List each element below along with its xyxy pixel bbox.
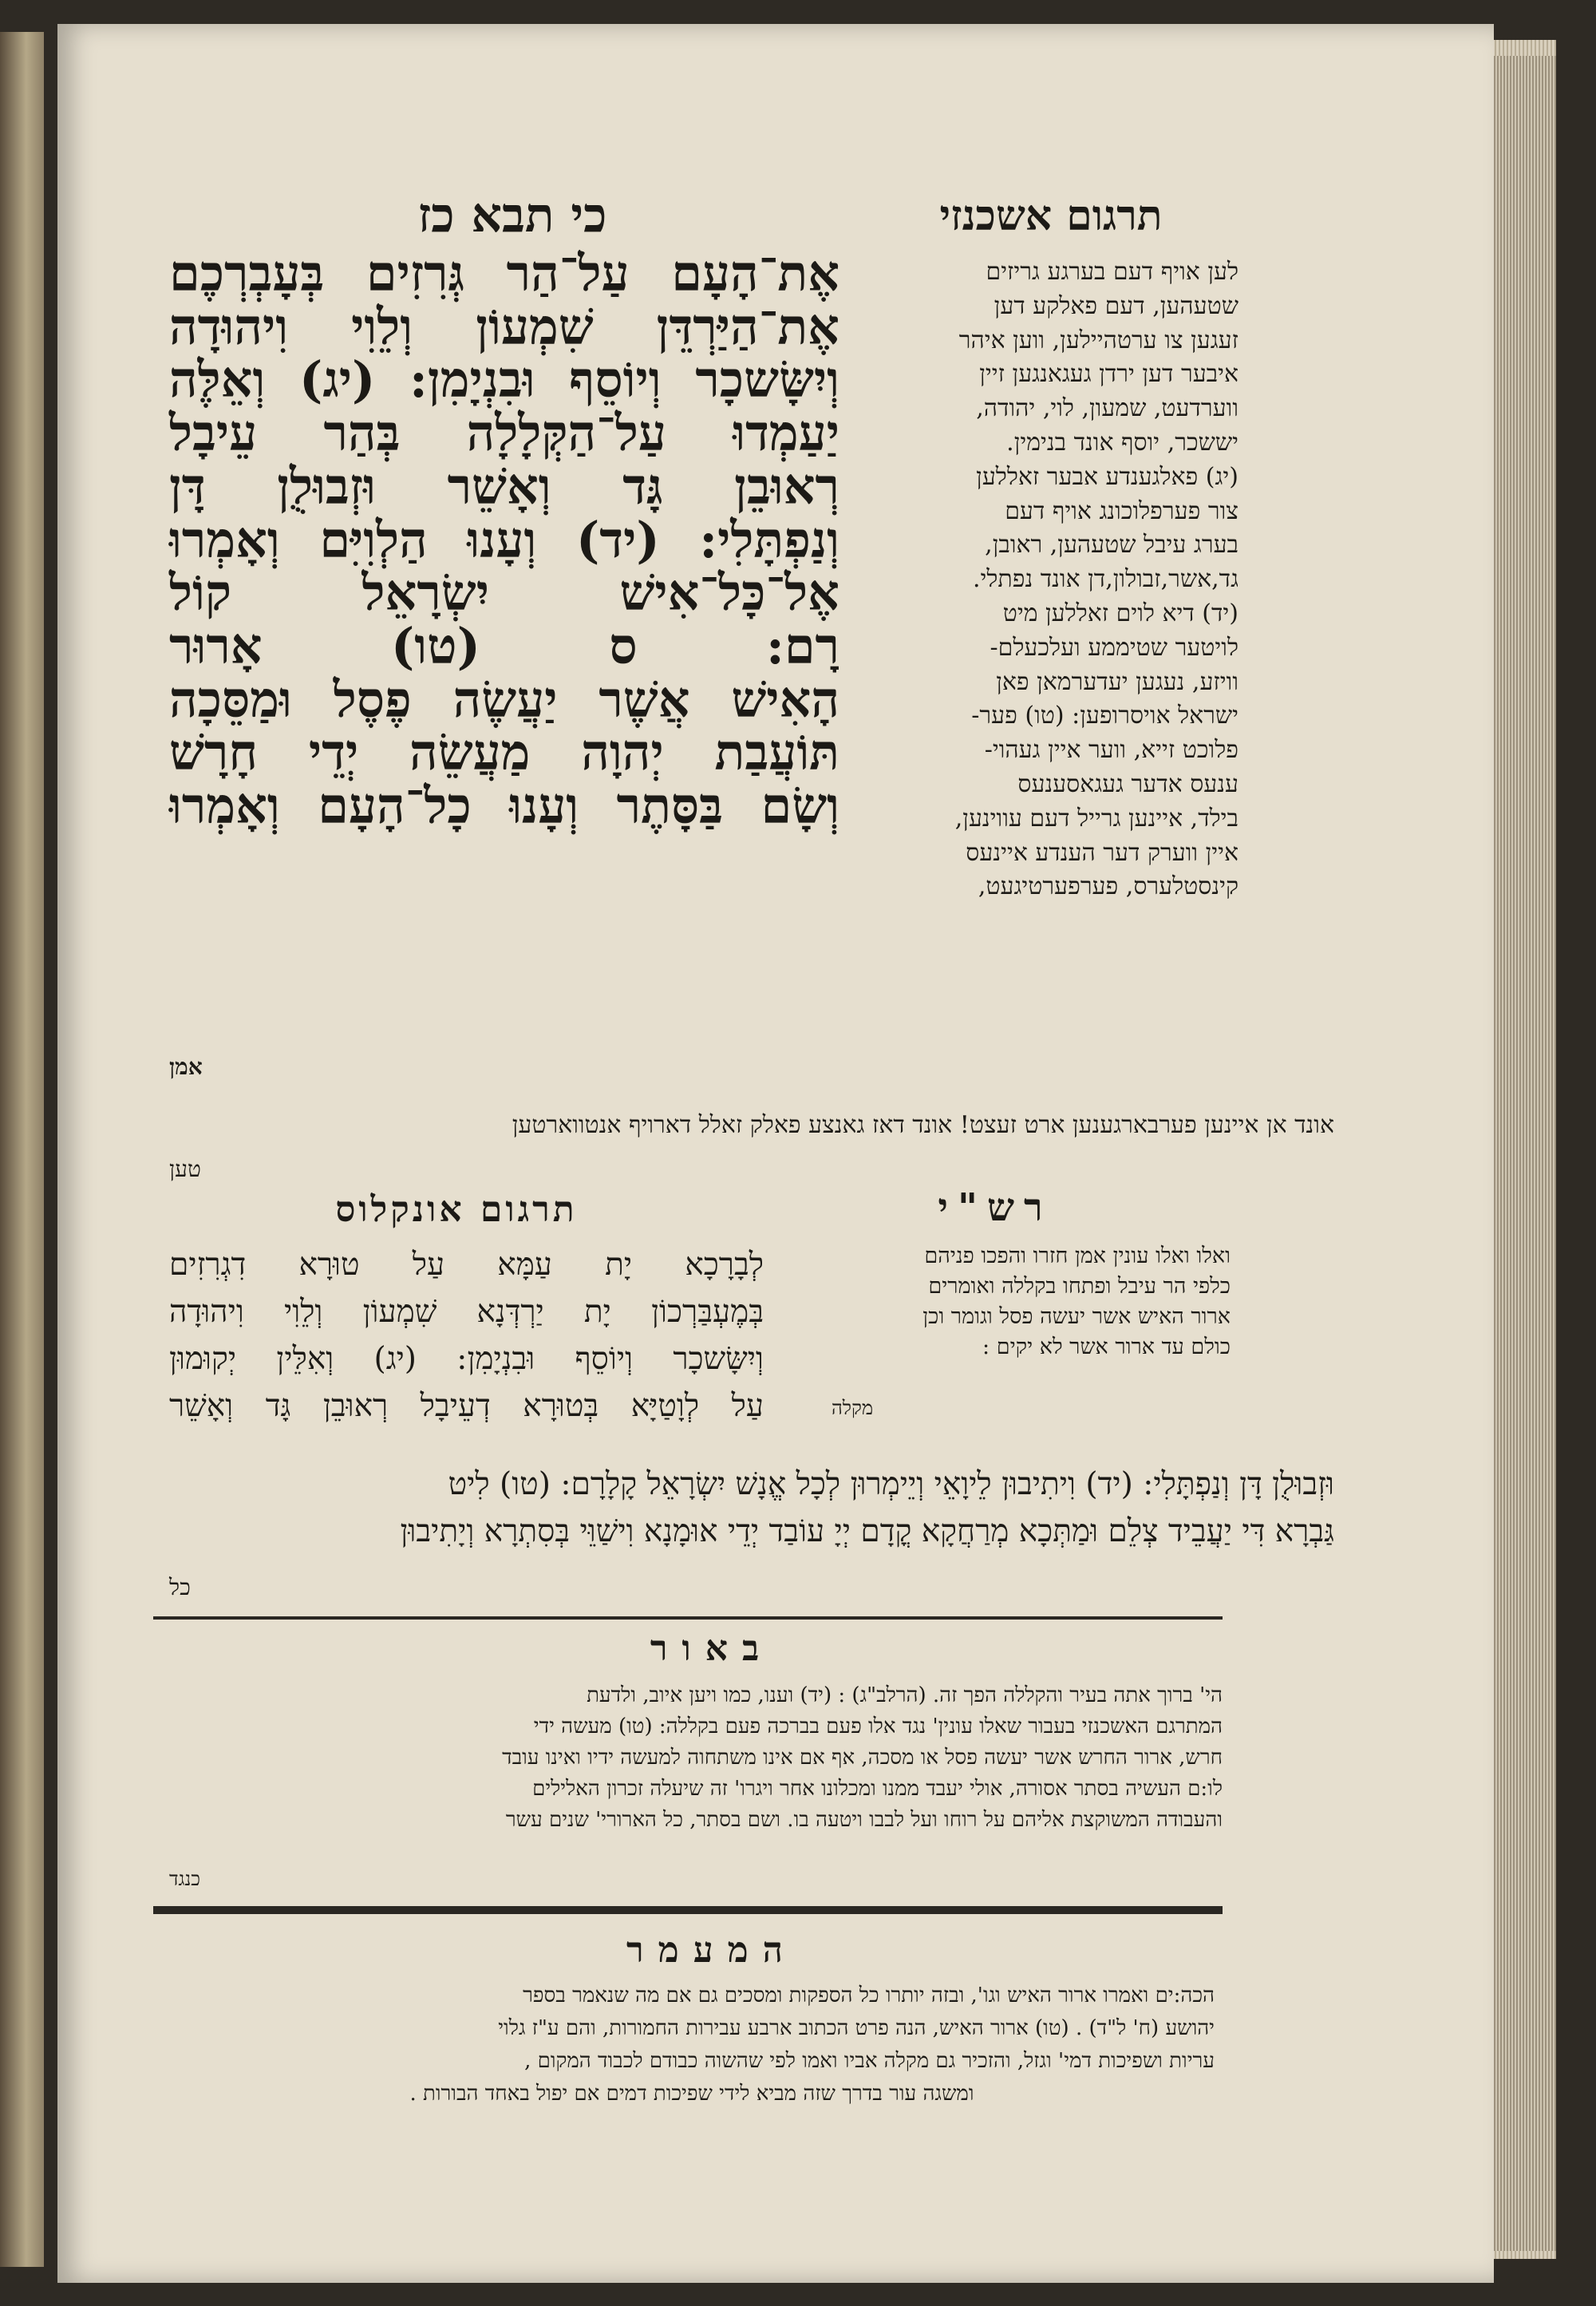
- hebrew-line: הָאִישׁ אֲשֶׁר יַעֲשֶׂה פֶסֶל וּמַסֵּכָה: [169, 670, 839, 729]
- ashkenazi-catchword: טען: [169, 1156, 201, 1182]
- biur-line: חרש, ארור החרש אשר יעשה פסל או מסכה, אף אם אינו משתחוה למעשה ידיו ואינו עובד: [502, 1746, 1223, 1770]
- measef-line: ומשגה עור בדרך שזה מביא לידי שפיכות דמים אם יפול באחד הבורות .: [409, 2082, 974, 2106]
- measef-line: עריות ושפיכות דמי' וגזל, והזכיר גם מקלה אביו ואמו לפי שהשוה כבודם לכבוד המקום ,: [524, 2049, 1215, 2073]
- rashi-line: כלפי הר עיבל ופתחו בקללה ואומרים: [928, 1274, 1231, 1299]
- biur-catchword: כנגד: [169, 1868, 200, 1890]
- parsha-header: כי תבא כז: [417, 188, 607, 243]
- onkelos-line: לְבָרָכָא יָת עַמָּא עַל טוּרָא דִגְרִזִים: [169, 1247, 764, 1283]
- hebrew-line: תּוֹעֲבַת יְהוָה מַעֲשֵׂה יְדֵי חָרָשׁ: [169, 723, 839, 782]
- onkelos-catchword: כל: [169, 1574, 191, 1600]
- hebrew-line: יַעַמְדוּ עַל־הַקְּלָלָה בְּהַר עֵיבָל: [169, 404, 839, 463]
- onkelos-line: וְיִשָּׂשכָר וְיוֹסֵף וּבִנְיָמִן: (יג) וְאִלֵּין יְקוּמוּן: [169, 1341, 764, 1377]
- ashkenazi-line: ענעס אדער געגאסענעס: [1017, 769, 1238, 798]
- ashkenazi-line: גד,אשר,זבולון,דן אונד נפתלי.: [973, 565, 1238, 594]
- ashkenazi-line: לען אויף דעם בערגע גריזים: [986, 258, 1238, 286]
- onkelos-line: בְּמֶעְבַּרְכוֹן יָת יַרְדְּנָא שִׁמְעוֹן וְלֵוִי וִיהוּדָה: [169, 1294, 764, 1330]
- onkelos-full-line: גַּבְרָא דִּי יַעֲבֵיד צְלֵם וּמַתְּכָא מְרַחֲקָא קֳדָם יְיָ עוֹבַד יְדֵי אוּמָנָא וִישַׁוֵּי בְּסִתְרָא וְיָתִיבוּן: [400, 1513, 1334, 1549]
- amen-catchword: אמן: [169, 1054, 203, 1080]
- biur-line: לו:ם העשיה בסתר אסורה, אולי יעבד ממנו ומכלונו אחר ויגרו' זה שיעלה זכרון האלילים: [532, 1777, 1223, 1801]
- targum-ashkenazi-header: תרגום אשכנזי: [939, 192, 1163, 240]
- measef-line: יהושע (ח' ל"ד) . (טו) ארור האיש, הנה פרט הכתוב ארבע עבירות החמורות, והם ע"ז גלוי: [498, 2016, 1215, 2040]
- onkelos-full-line: וּזְבוּלֻן דָּן וְנַפְתָּלִי: (יד) וִיתִיבוּן לֵיוָאֵי וְיֵימְרוּן לְכָל אֱנָשׁ יִשְׂרָאֵל קָלָרָם: (טו) לִיט: [448, 1466, 1334, 1502]
- hameasef-header: המעמר: [626, 1930, 797, 1971]
- onkelos-line: עַל לְוָטַיָּא בְּטוּרָא דְעֵיבָל רְאוּבֵן גָּד וְאָשֵׁר: [169, 1388, 764, 1424]
- ashkenazi-line: פלוכט זייא, ווער איין געהוי-: [984, 736, 1238, 765]
- ashkenazi-line: שטעהען, דעם פאלקע דען: [994, 291, 1238, 320]
- onkelos-full-width: [169, 1461, 1334, 1555]
- hebrew-line: וְנַפְתָּלִי: (יד) וְעָנוּ הַלְוִיִּם וְאָמְרוּ: [169, 510, 839, 569]
- book-page: [57, 24, 1494, 2283]
- ashkenazi-line: בערג עיבל שטעהען, ראובן,: [985, 531, 1238, 560]
- onkelos-column: [169, 1241, 764, 1430]
- ashkenazi-line: בילד, איינען גרייל דעם עווינען,: [954, 804, 1238, 833]
- hebrew-line: רְאוּבֵן גָּד וְאָשֵׁר וּזְבוּלֻן דָּן: [169, 457, 839, 516]
- hebrew-line: אֶת־הַיַּרְדֵּן שִׁמְעוֹן וְלֵוִי וִיהוּדָה: [169, 297, 839, 356]
- rashi-line: כולם עד ארור אשר לא יקים :: [982, 1335, 1231, 1359]
- ashkenazi-line: צור פערפלוכונג אויף דעם: [1005, 496, 1238, 525]
- ashkenazi-line: ווערדעט, שמעון, לוי, יהודה,: [976, 394, 1238, 423]
- hebrew-line: רָם: ס (טו) אָרוּר: [169, 616, 839, 675]
- ashkenazi-line: איבער דען ירדן געגאנגען זיין: [979, 360, 1238, 389]
- measef-line: הכה:ים ואמרו ארור האיש וגו', ובזה יותרו כל הספקות ומסכים גם אם מה שנאמר בספר: [523, 1984, 1215, 2007]
- rashi-line: ואלו ואלו עונין אמן חזרו והפכו פניהם: [924, 1244, 1231, 1268]
- ashkenazi-line: (יג) פאלגענדע אבער זאללען: [976, 462, 1238, 491]
- ashkenazi-line: יששכר, יוסף אונד בנימין.: [1006, 428, 1238, 457]
- hameasef-commentary: [169, 1980, 1215, 2110]
- onkelos-header: תרגום אונקלוס: [335, 1189, 578, 1230]
- biur-header: באור: [650, 1628, 774, 1669]
- ashkenazi-line: ישראל אויסרופען: (טו) פער-: [971, 702, 1238, 730]
- ashkenazi-line: (יד) דיא לוים זאללען מיט: [1002, 599, 1238, 627]
- targum-ashkenazi-column: [855, 255, 1238, 904]
- hebrew-line: אֶל־כָּל־אִישׁ יִשְׂרָאֵל קוֹל: [169, 564, 839, 623]
- rashi-line: ארור האיש אשר יעשה פסל וגומר וכן: [922, 1304, 1231, 1329]
- ashkenazi-line: קינסטלערס, פערפערטיגעט,: [978, 872, 1238, 901]
- divider-rule-thick: [153, 1906, 1223, 1914]
- ashkenazi-line: איין ווערק דער הענדע איינעס: [966, 838, 1238, 867]
- biur-commentary: [161, 1680, 1223, 1836]
- hebrew-text-column: [169, 244, 839, 836]
- hebrew-line: וְשָׂם בַּסָּתֶר וְעָנוּ כָל־הָעָם וְאָמְרוּ: [169, 777, 839, 836]
- hebrew-line: אֶת־הָעָם עַל־הַר גְּרִזִים בְּעָבְרְכֶם: [169, 244, 839, 303]
- previous-page-edge: [0, 32, 44, 2267]
- ashkenazi-line: וויזע, נעגען יעדערמאן פאן: [996, 667, 1238, 696]
- hebrew-line: וְיִשָּׂשכָר וְיוֹסֵף וּבִנְיָמִן: (יג) וְאֵלֶּה: [169, 350, 839, 409]
- biur-line: והעבודה המשוקצת אליהם על רוחו ועל לבבו ויטעה בו. ושם בסתר, כל הארורי' שנים עשר: [505, 1808, 1223, 1832]
- rashi-catchword: מקלה: [832, 1397, 874, 1419]
- ashkenazi-line: לויטער שטיממע ועלכעלם-: [990, 633, 1238, 662]
- divider-rule: [153, 1616, 1223, 1620]
- ashkenazi-full-line: אונד אן איינען פערבארגענען ארט זעצט! אונד דאז גאנצע פאלק זאלל דארויף אנטווארטען: [512, 1111, 1334, 1139]
- ashkenazi-line: זעגען צו ערטהיילען, ווען איהר: [958, 326, 1238, 354]
- rashi-column: [760, 1241, 1231, 1363]
- page-stack-edge-outer: [1492, 56, 1556, 2251]
- rashi-header: רש"י: [938, 1185, 1053, 1230]
- biur-line: הי' ברוך אתה בעיר והקללה הפך זה. (הרלב"ג) : (יד) וענו, כמו ויען איוב, ולדעת: [587, 1683, 1223, 1707]
- biur-line: המתרגם האשכנזי בעבור שאלו עונין' נגד אלו פעם בברכה פעם בקללה: (טו) מעשה ידי: [533, 1715, 1223, 1738]
